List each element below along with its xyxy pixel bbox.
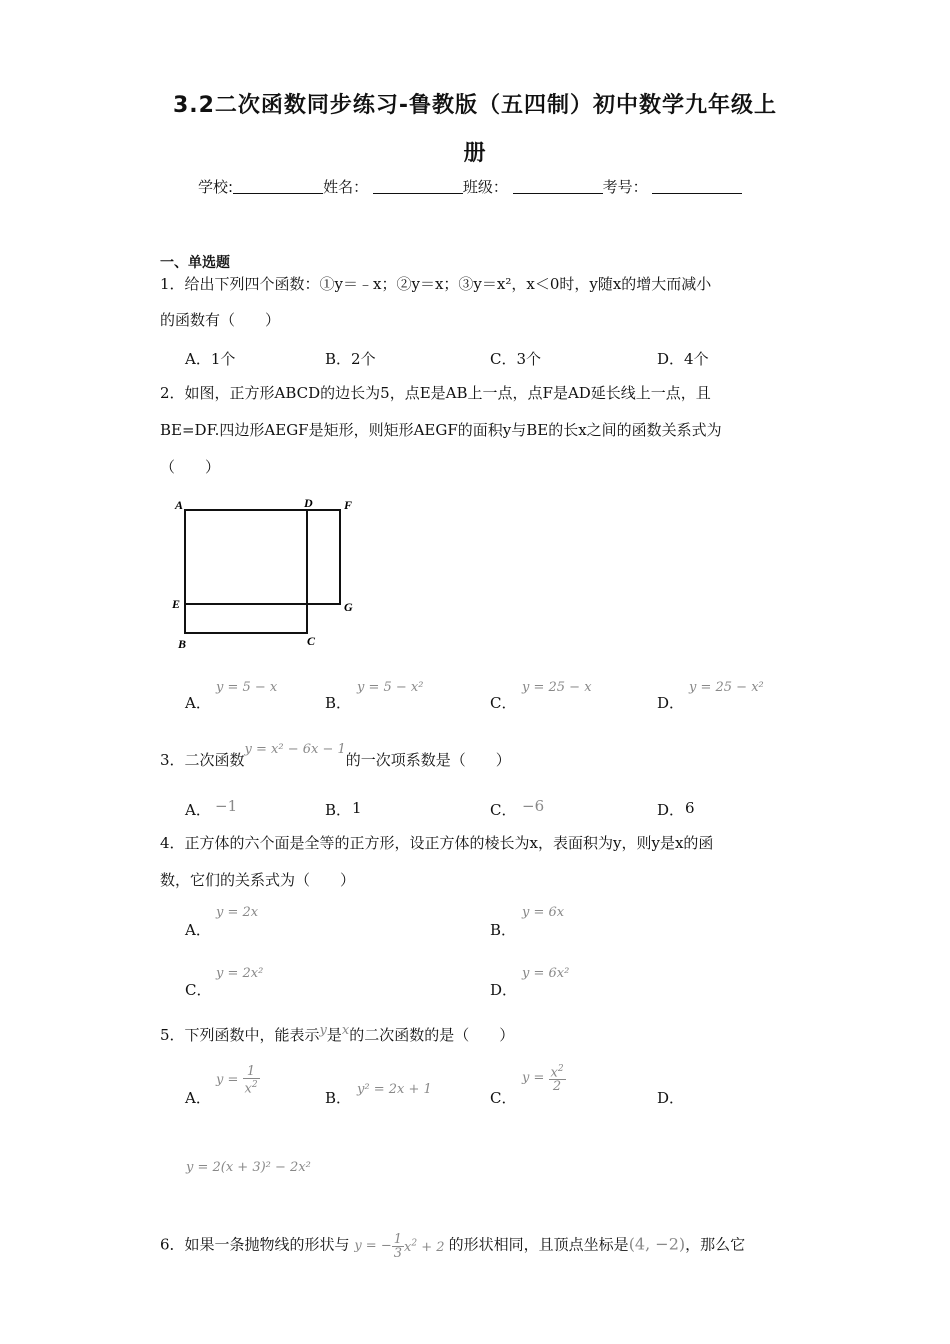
q2-line1: 2．如图，正方形ABCD的边长为5，点E是AB上一点，点F是AD延长线上一点，且: [160, 384, 711, 402]
q3-line: [160, 742, 511, 780]
q3-option-b-letter: B．: [325, 801, 352, 819]
q5-var-x: x: [341, 1023, 350, 1038]
q6-mid: 的形状相同，且顶点坐标是: [448, 1235, 629, 1254]
q5-prefix: 5．下列函数中，能表示: [160, 1026, 320, 1044]
q4-option-d-letter: D．: [490, 981, 518, 999]
section-title: 一、单选题: [160, 255, 230, 271]
q4-line1: 4．正方体的六个面是全等的正方形，设正方体的棱长为x，表面积为y，则y是x的函: [160, 834, 714, 852]
class-label: 班级：: [462, 178, 508, 196]
number-blank[interactable]: [652, 178, 742, 194]
rectangle-aegf: [185, 510, 340, 604]
q5-option-d-letter: D．: [657, 1089, 685, 1107]
q3-option-d-value: 6: [685, 799, 695, 817]
q6-formula: y = − $\frac{1}{3}$ $x^2 + 2$: [354, 1231, 445, 1261]
q5-option-c-formula: y = $\frac{x^2}{2}$: [522, 1064, 564, 1095]
q4-option-b-letter: B．: [490, 921, 517, 939]
school-blank[interactable]: [233, 178, 323, 194]
q5-option-b-letter: B．: [325, 1089, 352, 1107]
q6-prefix: 6．如果一条抛物线的形状与: [160, 1235, 350, 1254]
label-b: B: [178, 637, 187, 651]
q3-option-a-value: −1: [215, 797, 238, 815]
q2-option-d-formula: y = 25 − x²: [689, 680, 764, 695]
q4-option-a-letter: A．: [185, 921, 211, 939]
q2-option-b-letter: B．: [325, 694, 352, 712]
student-info-row: [198, 176, 742, 197]
q4-option-c-formula: y = 2x²: [216, 966, 264, 981]
label-d: D: [304, 496, 313, 510]
school-label: 学校:: [198, 178, 234, 196]
q2-line2: BE=DF.四边形AEGF是矩形，则矩形AEGF的面积y与BE的长x之间的函数关系式为: [160, 421, 722, 439]
q5-var-y: y: [319, 1023, 327, 1038]
class-blank[interactable]: [513, 178, 603, 194]
q2-option-c-letter: C．: [490, 694, 517, 712]
square-abcd: [185, 510, 307, 633]
page-title-line2: 册: [463, 141, 487, 166]
q3-option-d-letter: D．: [657, 801, 685, 819]
label-c: C: [307, 634, 316, 648]
label-a: A: [175, 498, 184, 512]
q2-option-c-formula: y = 25 − x: [522, 680, 592, 695]
q2-line3: （ ）: [160, 458, 221, 476]
q1-option-a: A．1个: [185, 350, 236, 368]
q6-line: [160, 1226, 745, 1266]
name-label: 姓名：: [323, 178, 369, 196]
q1-option-d: D．4个: [657, 350, 709, 368]
q2-option-a-formula: y = 5 − x: [216, 680, 278, 695]
q5-option-c-letter: C．: [490, 1089, 517, 1107]
q1-line2: 的函数有（ ）: [160, 311, 281, 329]
q2-option-a-letter: A．: [185, 694, 211, 712]
q3-suffix: 的一次项系数是（ ）: [345, 751, 511, 769]
q2-figure: [165, 490, 365, 655]
q3-option-c-letter: C．: [490, 801, 517, 819]
q1-line1: 1．给出下列四个函数：①y＝﹣x；②y＝x；③y＝x²，x＜0时，y随x的增大而减小: [160, 275, 712, 293]
q5-option-d-formula: y = 2(x + 3)² − 2x²: [186, 1160, 311, 1175]
q6-vertex: (4, −2): [628, 1234, 686, 1254]
q5-mid: 是: [326, 1026, 342, 1044]
q1-option-c: C．3个: [490, 350, 542, 368]
q5-suffix: 的二次函数的是（ ）: [349, 1026, 515, 1044]
q4-option-a-formula: y = 2x: [216, 905, 259, 920]
name-blank[interactable]: [373, 178, 463, 194]
q1-option-b: B．2个: [325, 350, 376, 368]
q5-option-a-formula: y = $\frac{1}{x^2}$: [216, 1064, 258, 1097]
q3-formula: y = x² − 6x − 1: [244, 742, 346, 757]
q2-option-b-formula: y = 5 − x²: [357, 680, 424, 695]
q4-line2: 数，它们的关系式为（ ）: [160, 871, 356, 889]
number-label: 考号：: [602, 178, 648, 196]
q3-option-c-value: −6: [522, 797, 545, 815]
label-e: E: [172, 597, 181, 611]
page-title-line1: 3.2二次函数同步练习-鲁教版（五四制）初中数学九年级上: [172, 93, 778, 118]
q2-option-d-letter: D．: [657, 694, 685, 712]
label-f: F: [344, 498, 353, 512]
q4-option-d-formula: y = 6x²: [522, 966, 570, 981]
q6-suffix: ，那么它: [685, 1235, 746, 1254]
label-g: G: [344, 600, 353, 614]
q3-prefix: 3．二次函数: [160, 751, 245, 769]
q3-option-b-value: 1: [352, 799, 362, 817]
q4-option-c-letter: C．: [185, 981, 212, 999]
q5-option-a-letter: A．: [185, 1089, 211, 1107]
q3-option-a-letter: A．: [185, 801, 211, 819]
q4-option-b-formula: y = 6x: [522, 905, 565, 920]
q5-option-b-formula: y² = 2x + 1: [357, 1082, 432, 1097]
q5-line: [160, 1017, 514, 1055]
